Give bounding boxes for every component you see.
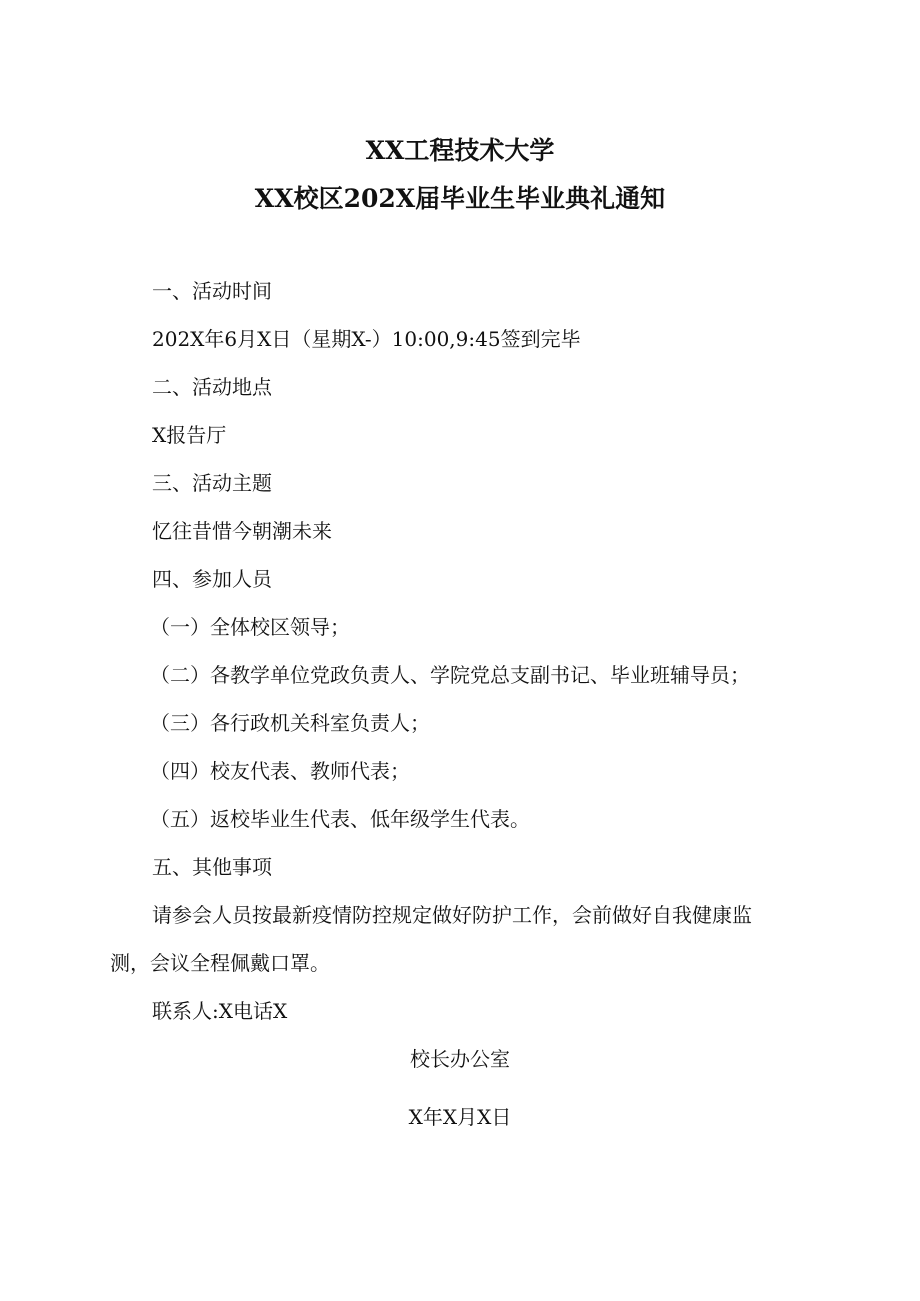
participant-item: （四）校友代表、教师代表；: [150, 759, 410, 783]
section-heading-other: 五、其他事项: [152, 855, 272, 879]
document-title-line1: XX工程技术大学: [365, 136, 555, 165]
participant-item: （一）全体校区领导；: [150, 615, 350, 639]
section-heading-time: 一、活动时间: [152, 279, 272, 303]
document-title-line2: XX校区202X届毕业生毕业典礼通知: [254, 184, 666, 213]
other-matters-line1: 请参会人员按最新疫情防控规定做好防护工作，会前做好自我健康监: [152, 903, 752, 927]
contact-info: 联系人:X电话X: [152, 999, 288, 1023]
participant-item: （二）各教学单位党政负责人、学院党总支副书记、毕业班辅导员；: [150, 663, 750, 687]
participant-item: （五）返校毕业生代表、低年级学生代表。: [150, 807, 530, 831]
other-matters-line2: 测，会议全程佩戴口罩。: [110, 951, 330, 975]
participant-item: （三）各行政机关科室负责人；: [150, 711, 430, 735]
section-heading-place: 二、活动地点: [152, 375, 272, 399]
signature-date: X年X月X日: [408, 1105, 512, 1129]
signature-office: 校长办公室: [410, 1047, 510, 1071]
event-time-text: 202X年6月X日（星期X-）10:00,9:45签到完毕: [152, 327, 581, 351]
section-heading-participants: 四、参加人员: [152, 567, 272, 591]
event-place-text: X报告厅: [152, 423, 227, 447]
section-heading-theme: 三、活动主题: [152, 471, 272, 495]
event-theme-text: 忆往昔惜今朝潮未来: [152, 519, 332, 543]
